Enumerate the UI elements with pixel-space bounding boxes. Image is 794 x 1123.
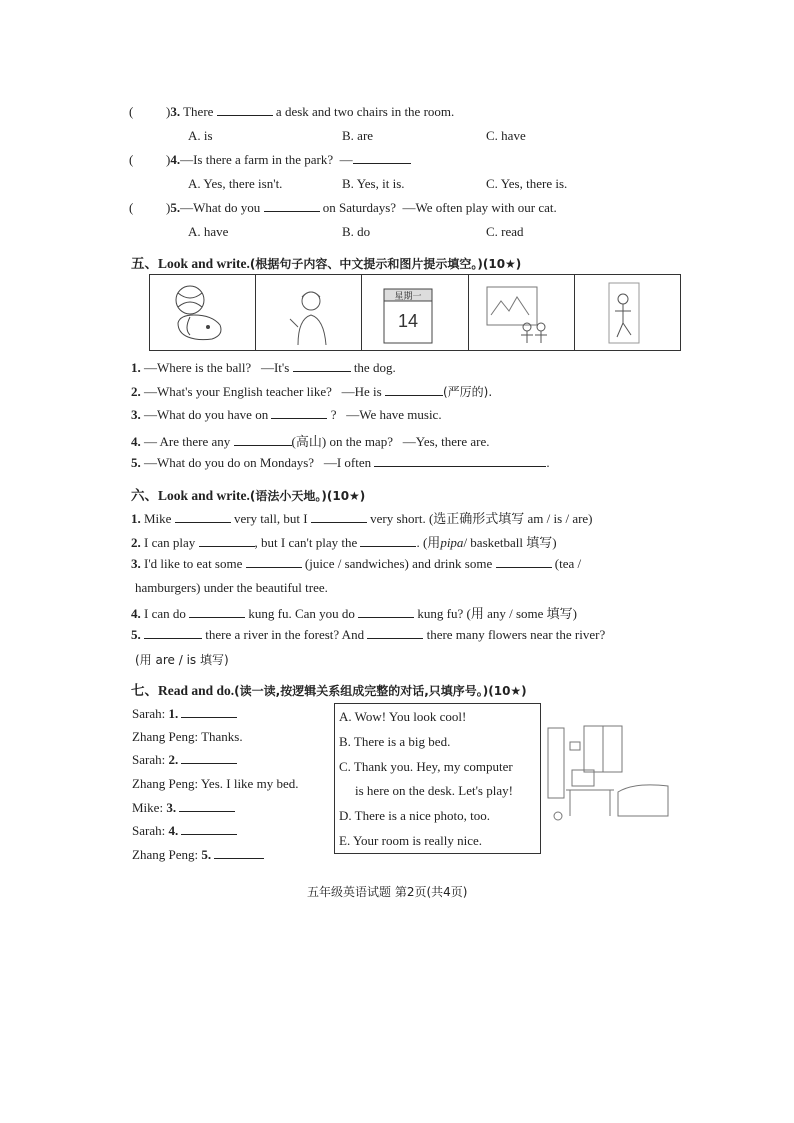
item-text: —Where is the ball? xyxy=(144,360,252,375)
dialog-line-4 xyxy=(132,776,298,792)
item-text: (严厉的). xyxy=(442,385,493,399)
item-number: 4. xyxy=(168,823,179,838)
q3-paren-open: ( xyxy=(129,104,134,119)
q3-option-b: B. are xyxy=(342,128,374,143)
part6-title: 六、Look and write. xyxy=(131,488,250,503)
part7-hint: (读一读,按逻辑关系组成完整的对话,只填序号。)(10★) xyxy=(234,684,527,698)
calendar-label: 星期一 xyxy=(394,292,422,302)
item-number: 1. xyxy=(131,360,141,375)
dialog-line-5 xyxy=(132,800,235,816)
picture-kungfu xyxy=(575,275,680,350)
q5-option-b: B. do xyxy=(342,224,371,239)
q3-option-a: A. is xyxy=(188,128,213,143)
answer-blank[interactable] xyxy=(374,455,546,467)
part5-hint: (根据句子内容、中文提示和图片提示填空。)(10★) xyxy=(249,257,522,271)
answer-blank[interactable] xyxy=(246,556,302,568)
dialog-line-6 xyxy=(132,823,237,839)
q3-text-pre: There xyxy=(183,104,214,119)
answer-blank[interactable] xyxy=(293,360,351,372)
answer-blank[interactable] xyxy=(179,800,235,812)
part6-hint: (语法小天地。)(10★) xyxy=(249,489,366,503)
item-number: 1. xyxy=(131,511,141,526)
part5-heading xyxy=(131,252,521,272)
room-picture xyxy=(544,720,672,829)
item-number: 5. xyxy=(131,455,141,470)
answer-blank[interactable] xyxy=(367,627,423,639)
p5-item-5 xyxy=(131,455,550,471)
item-text: (tea / xyxy=(554,556,582,571)
p6-line-5 xyxy=(131,627,605,643)
q4-blank[interactable] xyxy=(353,152,411,164)
q3-line xyxy=(166,104,454,120)
q4-dash: — xyxy=(339,152,353,167)
p5-item-2 xyxy=(131,383,492,400)
p6-line-5b: (用 are / is 填写) xyxy=(135,653,229,667)
item-text: I can do xyxy=(144,606,186,621)
ball-dog-image xyxy=(150,275,255,350)
item-text: ? xyxy=(330,407,337,422)
item-text: the dog. xyxy=(353,360,396,375)
dialog-line-2 xyxy=(132,729,243,745)
item-text: . xyxy=(546,455,550,470)
calendar-image xyxy=(362,275,467,350)
item-text: —What do you have on xyxy=(144,407,269,422)
item-text: very tall, but I xyxy=(233,511,308,526)
answer-blank[interactable] xyxy=(271,407,327,419)
option-e: E. Your room is really nice. xyxy=(339,833,482,848)
q5-text-pre: —What do you xyxy=(180,200,261,215)
option-b: B. There is a big bed. xyxy=(339,734,451,749)
answer-blank[interactable] xyxy=(214,847,264,859)
q5-option-c: C. read xyxy=(486,224,524,239)
picture-calendar xyxy=(362,275,468,350)
answer-blank[interactable] xyxy=(175,511,231,523)
speaker: Zhang Peng: Thanks. xyxy=(132,729,243,744)
item-number: 1. xyxy=(168,706,179,721)
answer-blank[interactable] xyxy=(199,535,255,547)
option-a: A. Wow! You look cool! xyxy=(339,709,467,724)
answer-blank[interactable] xyxy=(496,556,552,568)
options-box xyxy=(334,703,541,854)
q3-text-post: a desk and two chairs in the room. xyxy=(275,104,455,119)
item-text: —We have music. xyxy=(346,407,442,422)
item-text: I'd like to eat some xyxy=(144,556,243,571)
teacher-image xyxy=(256,275,361,350)
item-text: —He is xyxy=(341,384,382,399)
p6-line-1 xyxy=(131,508,593,527)
speaker: Sarah: xyxy=(132,823,166,838)
q3-option-c: C. have xyxy=(486,128,526,143)
p5-item-1 xyxy=(131,360,396,376)
item-number: 3. xyxy=(131,407,141,422)
picture-ball-dog xyxy=(150,275,256,350)
item-number: 2. xyxy=(131,384,141,399)
speaker: Zhang Peng: Yes. I like my bed. xyxy=(132,776,299,791)
option-c: C. Thank you. Hey, my computer xyxy=(339,759,513,774)
option-c-cont: is here on the desk. Let's play! xyxy=(355,783,513,798)
part7-title: 七、Read and do. xyxy=(131,683,235,698)
item-number: 5. xyxy=(131,627,141,642)
part7-heading xyxy=(131,679,527,699)
q5-blank[interactable] xyxy=(264,200,320,212)
item-number: 3. xyxy=(166,800,177,815)
item-text: —It's xyxy=(260,360,290,375)
q5-text-post: on Saturdays? xyxy=(322,200,397,215)
q3-blank[interactable] xyxy=(217,104,273,116)
map-image xyxy=(469,275,574,350)
part6-heading xyxy=(131,484,365,504)
answer-blank[interactable] xyxy=(311,511,367,523)
option-d: D. There is a nice photo, too. xyxy=(339,808,491,823)
answer-blank[interactable] xyxy=(181,752,237,764)
q5-option-a: A. have xyxy=(188,224,229,239)
item-text: there many flowers near the river? xyxy=(426,627,606,642)
speaker: Sarah: xyxy=(132,706,166,721)
item-number: 5. xyxy=(201,847,212,862)
p6-line-4 xyxy=(131,603,577,622)
item-text: pipa xyxy=(440,535,464,550)
q5-paren-open: ( xyxy=(129,200,134,215)
item-text: (高山) on the map? xyxy=(291,434,393,449)
item-text: there a river in the forest? And xyxy=(205,627,365,642)
q4-text: —Is there a farm in the park? xyxy=(180,152,334,167)
answer-blank[interactable] xyxy=(358,606,414,618)
q4-line xyxy=(166,152,411,168)
item-text: —What's your English teacher like? xyxy=(144,384,332,399)
item-text: , but I can't play the xyxy=(254,535,358,550)
part5-title: 五、Look and write. xyxy=(131,256,250,271)
q5-line xyxy=(166,200,557,216)
paren-close: ) xyxy=(166,104,171,119)
item-text: I can play xyxy=(144,535,196,550)
answer-blank[interactable] xyxy=(385,384,443,396)
item-text: — Are there any xyxy=(144,434,231,449)
p6-line-3 xyxy=(131,556,581,572)
item-text: . (用 xyxy=(416,535,441,550)
q4-option-b: B. Yes, it is. xyxy=(342,176,405,191)
p6-line-2 xyxy=(131,532,557,551)
page-footer: 五年级英语试题 第2页(共4页) xyxy=(307,885,468,899)
p5-item-3 xyxy=(131,407,442,423)
kungfu-image xyxy=(575,275,680,350)
item-text: kung fu. Can you do xyxy=(248,606,355,621)
answer-blank[interactable] xyxy=(189,606,245,618)
picture-strip xyxy=(149,274,681,351)
paren-close: ) xyxy=(166,152,171,167)
item-text: very short. (选正确形式填写 am / is / are) xyxy=(370,511,593,526)
answer-blank[interactable] xyxy=(181,823,237,835)
p6-line-3b: hamburgers) under the beautiful tree. xyxy=(135,580,328,595)
picture-teacher xyxy=(256,275,362,350)
speaker: Zhang Peng: xyxy=(132,847,199,862)
dialog-line-3 xyxy=(132,752,237,768)
item-text: Mike xyxy=(144,511,172,526)
item-number: 4. xyxy=(131,606,141,621)
item-text: —I often xyxy=(323,455,372,470)
picture-map xyxy=(469,275,575,350)
q5-number: 5. xyxy=(170,200,181,215)
dialog-line-1 xyxy=(132,706,237,722)
calendar-number: 14 xyxy=(398,311,419,331)
item-text: —Yes, there are. xyxy=(402,434,490,449)
dialog-line-7 xyxy=(132,847,264,863)
speaker: Sarah: xyxy=(132,752,166,767)
room-image xyxy=(544,720,672,825)
item-number: 4. xyxy=(131,434,141,449)
q4-paren-open: ( xyxy=(129,152,134,167)
item-text: (juice / sandwiches) and drink some xyxy=(304,556,493,571)
speaker: Mike: xyxy=(132,800,164,815)
q4-option-a: A. Yes, there isn't. xyxy=(188,176,283,191)
answer-blank[interactable] xyxy=(144,627,202,639)
answer-blank[interactable] xyxy=(360,535,416,547)
item-number: 3. xyxy=(131,556,141,571)
paren-close: ) xyxy=(166,200,171,215)
answer-blank[interactable] xyxy=(181,706,237,718)
item-number: 2. xyxy=(168,752,179,767)
item-number: 2. xyxy=(131,535,141,550)
q3-number: 3. xyxy=(170,104,181,119)
item-text: —What do you do on Mondays? xyxy=(144,455,315,470)
answer-blank[interactable] xyxy=(234,434,292,446)
q4-number: 4. xyxy=(170,152,181,167)
q4-option-c: C. Yes, there is. xyxy=(486,176,568,191)
p5-item-4 xyxy=(131,431,490,450)
q5-reply: —We often play with our cat. xyxy=(402,200,557,215)
item-text: kung fu? (用 any / some 填写) xyxy=(417,606,577,621)
item-text: / basketball 填写) xyxy=(463,535,557,550)
